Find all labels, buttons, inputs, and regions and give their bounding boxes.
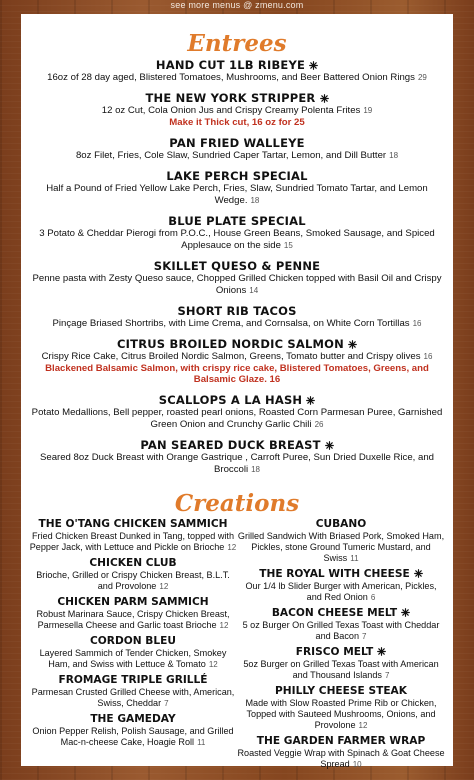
- creation-item: [29, 596, 237, 631]
- creation-title: THE ROYAL WITH CHEESE: [259, 567, 410, 580]
- creation-description: Onion Pepper Relish, Polish Sausage, and Grilled Mac-n-cheese Cake, Hoagie Roll: [32, 725, 234, 747]
- entree-item: [21, 337, 453, 386]
- creation-description: Robust Marinara Sauce, Crispy Chicken Breast, Parmesella Cheese and Garlic toast Brioche: [36, 608, 230, 630]
- creations-heading: Creations: [174, 489, 300, 517]
- creation-title: PHILLY CHEESE STEAK: [275, 684, 407, 697]
- creation-title: FRISCO MELT: [295, 645, 374, 658]
- entree-item: [21, 58, 453, 84]
- creation-title: CUBANO: [315, 517, 367, 530]
- creation-description: 5 oz Burger On Grilled Texas Toast with Cheddar and Bacon: [242, 619, 440, 641]
- creation-price: 7: [384, 670, 390, 680]
- creation-price: 12: [358, 720, 368, 730]
- starburst-icon: [325, 441, 334, 450]
- creation-title: BACON CHEESE MELT: [271, 606, 398, 619]
- entree-description: 16oz of 28 day aged, Blistered Tomatoes, Mushrooms, and Beer Battered Onion Rings: [47, 72, 415, 83]
- entree-description: Pinçage Briased Shortribs, with Lime Crema, and Cornsalsa, on White Corn Tortillas: [52, 317, 410, 329]
- creation-description: Grilled Sandwich With Briased Pork, Smoked Ham, Pickles, stone Ground Tumeric Mustard, and Swiss: [237, 530, 445, 563]
- entree-price: 29: [417, 73, 427, 82]
- creation-item: [29, 674, 237, 709]
- entree-description: 12 oz Cut, Cola Onion Jus and Crispy Creamy Polenta Frites: [101, 105, 361, 116]
- creation-description: Made with Slow Roasted Prime Rib or Chicken, Topped with Sauteed Mushrooms, Onions, and Provolone: [245, 697, 437, 730]
- entrees-list: [21, 58, 453, 476]
- creation-description: Our 1/4 lb Slider Burger with American, Pickles, and Red Onion: [245, 580, 437, 602]
- creation-item: [237, 646, 445, 681]
- creation-item: [237, 607, 445, 642]
- entrees-heading: Entrees: [187, 30, 287, 57]
- creation-price: 11: [350, 553, 359, 563]
- entree-price: 16: [412, 318, 422, 328]
- entree-item: [21, 304, 453, 330]
- entree-price: 15: [283, 240, 293, 250]
- entree-title: CITRUS BROILED NORDIC SALMON: [117, 336, 344, 351]
- entree-description: Penne pasta with Zesty Queso sauce, Chopped Grilled Chicken topped with Basil Oil and Crispy Onions: [32, 272, 442, 296]
- creation-price: 6: [370, 592, 376, 602]
- entree-description: Crispy Rice Cake, Citrus Broiled Nordic Salmon, Greens, Tomato butter and Crispy olives: [41, 350, 421, 362]
- entree-description: 8oz Filet, Fries, Cole Slaw, Sundried Caper Tartar, Lemon, and Dill Butter: [75, 149, 387, 161]
- creation-description: Brioche, Grilled or Crispy Chicken Breast, B.L.T. and Provolone: [36, 569, 230, 591]
- creation-description: Fried Chicken Breast Dunked in Tang, topped with Pepper Jack, with Lettuce and Pickle on Brioche: [29, 530, 235, 552]
- entree-title: BLUE PLATE SPECIAL: [168, 213, 306, 228]
- creation-description: 5oz Burger on Grilled Texas Toast with American and Thousand Islands: [243, 658, 439, 680]
- creation-price: 12: [219, 620, 229, 630]
- creation-item: [237, 685, 445, 731]
- entree-note: Make it Thick cut, 16 oz for 25: [169, 117, 305, 128]
- entree-title: SKILLET QUESO & PENNE: [153, 258, 321, 273]
- creation-price: 10: [352, 759, 362, 769]
- starburst-icon: [320, 94, 329, 103]
- top-banner[interactable]: see more menus @ zmenu.com: [170, 0, 304, 10]
- menu-card: [21, 14, 453, 769]
- starburst-icon: [401, 608, 410, 617]
- entree-price: 16: [423, 351, 433, 361]
- creation-description: Layered Sammich of Tender Chicken, Smokey Ham, and Swiss with Lettuce & Tomato: [39, 647, 227, 669]
- creation-title: THE O'TANG CHICKEN SAMMICH: [38, 517, 228, 530]
- entree-item: [21, 169, 453, 207]
- creation-price: 12: [208, 659, 218, 669]
- creation-description: Parmesan Crusted Grilled Cheese with, American, Swiss, Cheddar: [31, 686, 235, 708]
- creation-item: [29, 518, 237, 553]
- entree-price: 18: [250, 195, 260, 205]
- creation-description: Roasted Veggie Wrap with Spinach & Goat Cheese Spread: [237, 747, 445, 769]
- entree-item: [21, 438, 453, 476]
- entree-item: [21, 136, 453, 162]
- creation-price: 11: [197, 737, 206, 747]
- entree-price: 18: [389, 150, 399, 160]
- starburst-icon: [414, 569, 423, 578]
- creation-price: 12: [159, 581, 169, 591]
- creation-title: CHICKEN CLUB: [89, 556, 177, 569]
- entree-description: 3 Potato & Cheddar Pierogi from P.O.C., House Green Beans, Smoked Sausage, and Spiced Applesauce on the side: [39, 227, 435, 251]
- entree-title: PAN SEARED DUCK BREAST: [140, 437, 321, 452]
- entree-price: 18: [251, 464, 261, 474]
- creation-title: THE GARDEN FARMER WRAP: [256, 734, 426, 747]
- creation-title: CHICKEN PARM SAMMICH: [57, 595, 209, 608]
- entree-title: LAKE PERCH SPECIAL: [166, 168, 308, 183]
- creation-price: 12: [227, 542, 237, 552]
- entree-item: [21, 393, 453, 431]
- entree-title: SCALLOPS A LA HASH: [158, 392, 303, 407]
- entree-title: THE NEW YORK STRIPPER: [145, 91, 316, 105]
- creation-title: CORDON BLEU: [90, 634, 176, 647]
- creation-item: [237, 568, 445, 603]
- entree-title: HAND CUT 1LB RIBEYE: [155, 58, 306, 72]
- creation-title: THE GAMEDAY: [90, 712, 176, 725]
- entree-item: [21, 91, 453, 129]
- creation-price: 7: [362, 631, 367, 641]
- entree-description: Half a Pound of Fried Yellow Lake Perch, Fries, Slaw, Sundried Tomato Tartar, and Lemon Wedge.: [46, 182, 428, 206]
- creations-left-column: [29, 518, 237, 774]
- entree-item: [21, 214, 453, 252]
- creations-right-column: [237, 518, 445, 774]
- entree-description: Seared 8oz Duck Breast with Orange Gastrique , Carroft Puree, Sun Dried Duxelle Rice, and Broccoli: [39, 451, 435, 475]
- starburst-icon: [309, 61, 318, 70]
- entree-description: Potato Medallions, Bell pepper, roasted pearl onions, Roasted Corn Parmesan Puree, Garnished Green Onion and Crunchy Garlic Chili: [31, 406, 443, 430]
- entree-note: Blackened Balsamic Salmon, with crispy rice cake, Blistered Tomatoes, Greens, and Balsamic Glaze. 16: [45, 362, 429, 385]
- entree-price: 14: [249, 285, 259, 295]
- starburst-icon: [348, 340, 357, 349]
- creation-title: FROMAGE TRIPLE GRILLÉ: [58, 673, 208, 686]
- starburst-icon: [306, 396, 315, 405]
- entree-price: 19: [363, 106, 373, 115]
- entree-title: PAN FRIED WALLEYE: [169, 135, 305, 150]
- entree-title: SHORT RIB TACOS: [177, 303, 297, 318]
- creation-item: [29, 557, 237, 592]
- creation-item: [237, 735, 445, 770]
- creation-item: [29, 635, 237, 670]
- starburst-icon: [377, 647, 386, 656]
- entree-price: 26: [314, 419, 324, 429]
- entree-item: [21, 259, 453, 297]
- creations-columns: [21, 518, 453, 774]
- creation-price: 7: [164, 698, 169, 708]
- creation-item: [29, 713, 237, 748]
- creation-item: [237, 518, 445, 564]
